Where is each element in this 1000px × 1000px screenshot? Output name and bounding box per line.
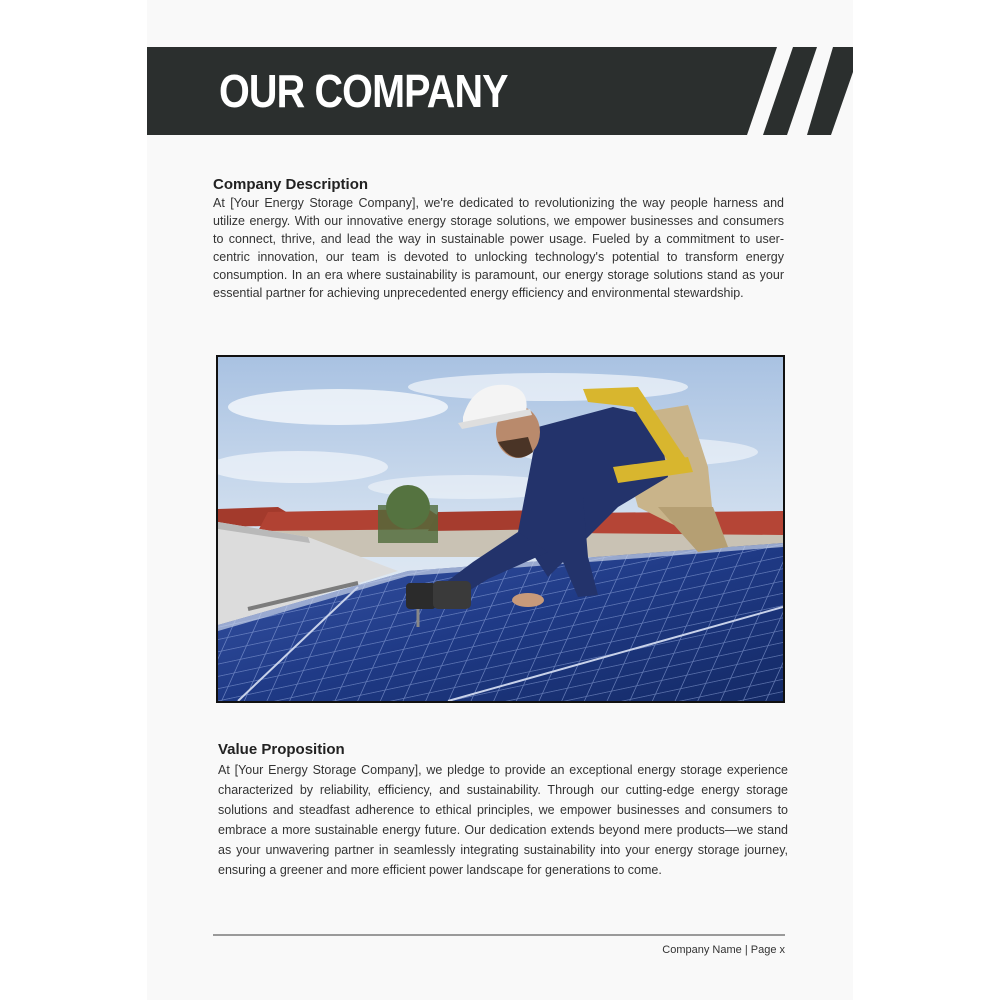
value-proposition-body: At [Your Energy Storage Company], we pledge to provide an exceptional energy storage experience characterized by reliability, efficiency, and sustainability. Through our cutting-edge energy storage solutions and steadfast adherence to ethical principles, we empower businesses and consumers to embrace a more sustainable energy future. Our dedication extends beyond mere products—we stand as your unwavering partner in seamlessly integrating sustainability into your energy storage journey, ensuring a greener and more efficient power landscape for generations to come. xyxy=(218,763,788,877)
document-page xyxy=(147,0,853,1000)
footer-page-label: Company Name | Page x xyxy=(662,944,785,956)
value-proposition-heading: Value Proposition xyxy=(218,741,345,758)
solar-installer-image xyxy=(218,357,783,701)
company-description-heading: Company Description xyxy=(213,176,369,193)
page-title: OUR COMPANY xyxy=(219,65,508,117)
footer-divider xyxy=(213,934,785,936)
banner-stripe-2 xyxy=(807,47,853,135)
company-description-body: At [Your Energy Storage Company], we're dedicated to revolutionizing the way people harness and utilize energy. With our innovative energy storage solutions, we empower businesses and consumers to connect, thrive, and lead the way in sustainable power usage. Fueled by a commitment to user-centric innovation, our team is devoted to unlocking technology's potential to transform energy consumption. In an era where sustainability is paramount, our energy storage solutions stand as your essential partner for achieving unprecedented energy efficiency and environmental stewardship. xyxy=(213,196,784,300)
title-banner xyxy=(147,47,853,135)
solar-installer-photo xyxy=(216,355,785,703)
